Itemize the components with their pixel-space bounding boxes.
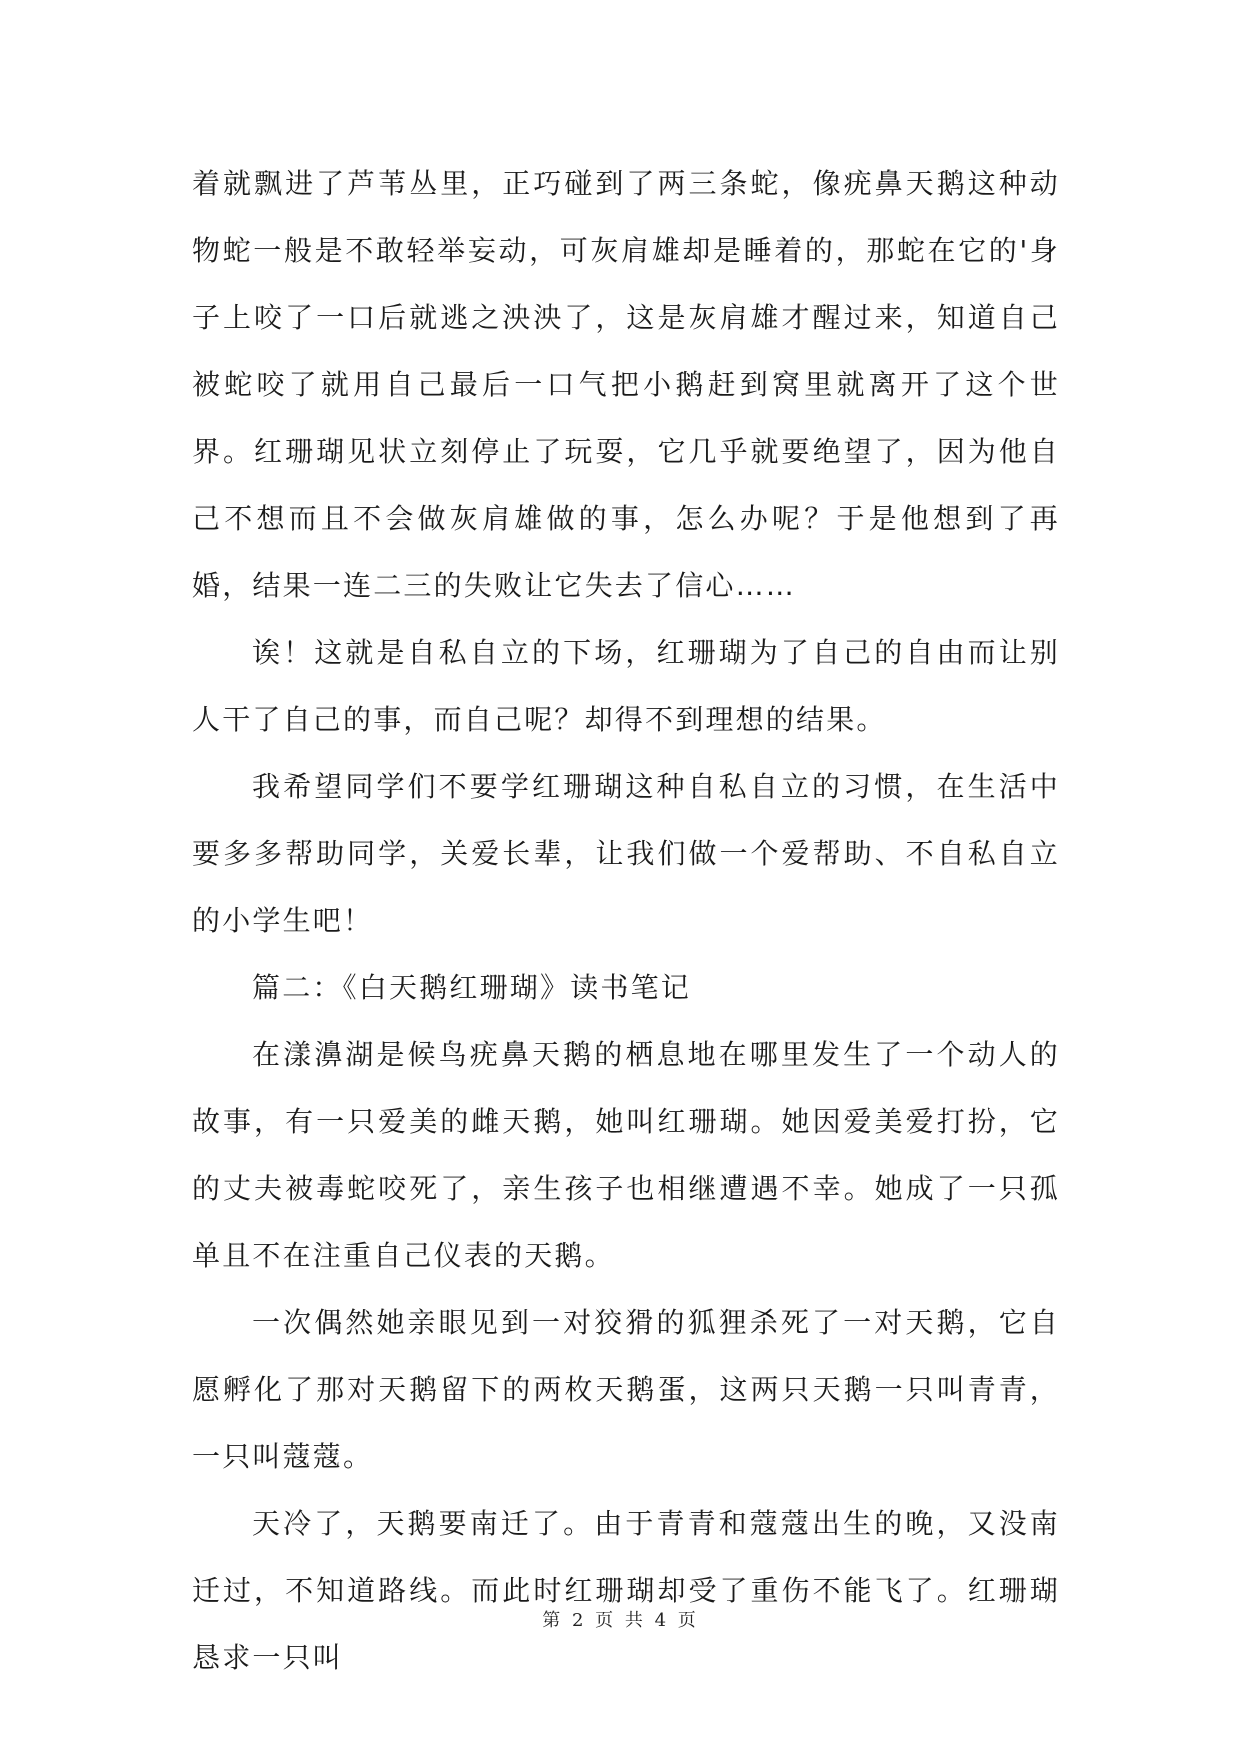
- paragraph-hope: 我希望同学们不要学红珊瑚这种自私自立的习惯，在生活中要多多帮助同学，关爱长辈，让我们做一个爱帮助、不自私自立的小学生吧！: [192, 770, 1060, 937]
- page-number-footer: 第 2 页 共 4 页: [542, 1610, 699, 1631]
- paragraph-story-intro: 在漾濞湖是候鸟疣鼻天鹅的栖息地在哪里发生了一个动人的故事，有一只爱美的雌天鹅，她叫红珊瑚。她因爱美爱打扮，它的丈夫被毒蛇咬死了，亲生孩子也相继遭遇不幸。她成了一只孤单且不在注重自己仪表的天鹅。: [192, 1038, 1060, 1272]
- paragraph-sigh: 诶！这就是自私自立的下场，红珊瑚为了自己的自由而让别人干了自己的事，而自己呢？却得不到理想的结果。: [192, 636, 1060, 736]
- document-body: [192, 150, 1060, 1691]
- section-heading: 篇二：《白天鹅红珊瑚》读书笔记: [252, 971, 692, 1004]
- paragraph-continuation: 着就飘进了芦苇丛里，正巧碰到了两三条蛇，像疣鼻天鹅这种动物蛇一般是不敢轻举妄动，可灰肩雄却是睡着的，那蛇在它的'身子上咬了一口后就逃之泱泱了，这是灰肩雄才醒过来，知道自己被蛇咬了就用自己最后一口气把小鹅赶到窝里就离开了这个世界。红珊瑚见状立刻停止了玩耍，它几乎就要绝望了，因为他自己不想而且不会做灰肩雄做的事，怎么办呢？于是他想到了再婚，结果一连二三的失败让它失去了信心……: [192, 167, 1060, 602]
- paragraph-foxes: 一次偶然她亲眼见到一对狡猾的狐狸杀死了一对天鹅，它自愿孵化了那对天鹅留下的两枚天鹅蛋，这两只天鹅一只叫青青，一只叫蔻蔻。: [192, 1306, 1060, 1473]
- paragraph-migration: 天冷了，天鹅要南迁了。由于青青和蔻蔻出生的晚，又没南迁过，不知道路线。而此时红珊瑚却受了重伤不能飞了。红珊瑚恳求一只叫: [192, 1507, 1060, 1674]
